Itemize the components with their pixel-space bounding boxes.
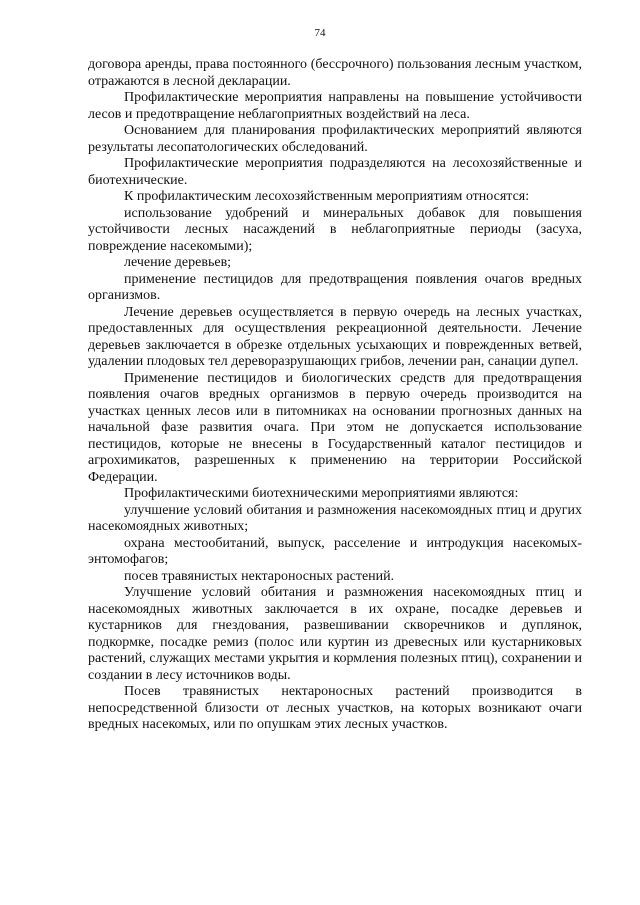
list-item: использование удобрений и минеральных добавок для повышения устойчивости лесных насаждений в неблагоприятные периоды (засуха, повреждение насекомыми); xyxy=(88,205,582,254)
list-item: посев травянистых нектароносных растений. xyxy=(124,568,395,584)
paragraph: Применение пестицидов и биологических средств для предотвращения появления очагов вредных организмов в первую очередь производится на участках ценных лесов или в питомниках на основании прогнозных данных на начальной фазе развития очага. При этом не допускается использование пестицидов, которые не внесены в Государственный каталог пестицидов и агрохимикатов, разрешенных к применению на территории Российской Федерации. xyxy=(88,370,582,485)
paragraph: Лечение деревьев осуществляется в первую очередь на лесных участках, предоставленных для осуществления рекреационной деятельности. Лечение деревьев заключается в обрезке отдельных усыхающих и поврежденных ветвей, удалении плодовых тел дереворазрушающих грибов, лечении ран, санации дупел. xyxy=(88,304,582,369)
list-item: лечение деревьев; xyxy=(124,255,232,270)
paragraph: Посев травянистых нектароносных растений производится в непосредственной близости от лесных участков, на которых возникают очаги вредных насекомых, или по опушкам этих лесных участков. xyxy=(88,684,582,732)
page-number: 74 xyxy=(314,27,326,39)
paragraph: К профилактическим лесохозяйственным мероприятиям относятся: xyxy=(124,189,530,204)
paragraph: Профилактические мероприятия направлены на повышение устойчивости лесов и предотвращение неблагоприятных воздействий на леса. xyxy=(88,90,582,122)
paragraph: договора аренды, права постоянного (бессрочного) пользования лесным участком, отражаются в лесной декларации. xyxy=(88,57,582,89)
paragraph: Профилактические мероприятия подразделяются на лесохозяйственные и биотехнические. xyxy=(88,156,582,188)
list-item: охрана местообитаний, выпуск, расселение и интродукция насекомых-энтомофагов; xyxy=(88,535,582,567)
paragraph: Основанием для планирования профилактических мероприятий являются результаты лесопатологических обследований. xyxy=(88,123,582,155)
list-item: применение пестицидов для предотвращения появления очагов вредных организмов. xyxy=(88,271,582,303)
list-item: улучшение условий обитания и размножения насекомоядных птиц и других насекомоядных животных; xyxy=(88,502,582,534)
paragraph: Улучшение условий обитания и размножения насекомоядных птиц и насекомоядных животных заключается в их охране, посадке деревьев и кустарников для гнездования, развешивании скворечников и дуплянок, подкормке, посадке ремиз (полос или куртин из древесных или кустарниковых растений, служащих местами укрытия и кормления полезных птиц), сохранении и создании в лесу источников воды. xyxy=(88,585,582,683)
document-body xyxy=(88,57,582,734)
paragraph: Профилактическими биотехническими мероприятиями являются: xyxy=(124,486,519,501)
